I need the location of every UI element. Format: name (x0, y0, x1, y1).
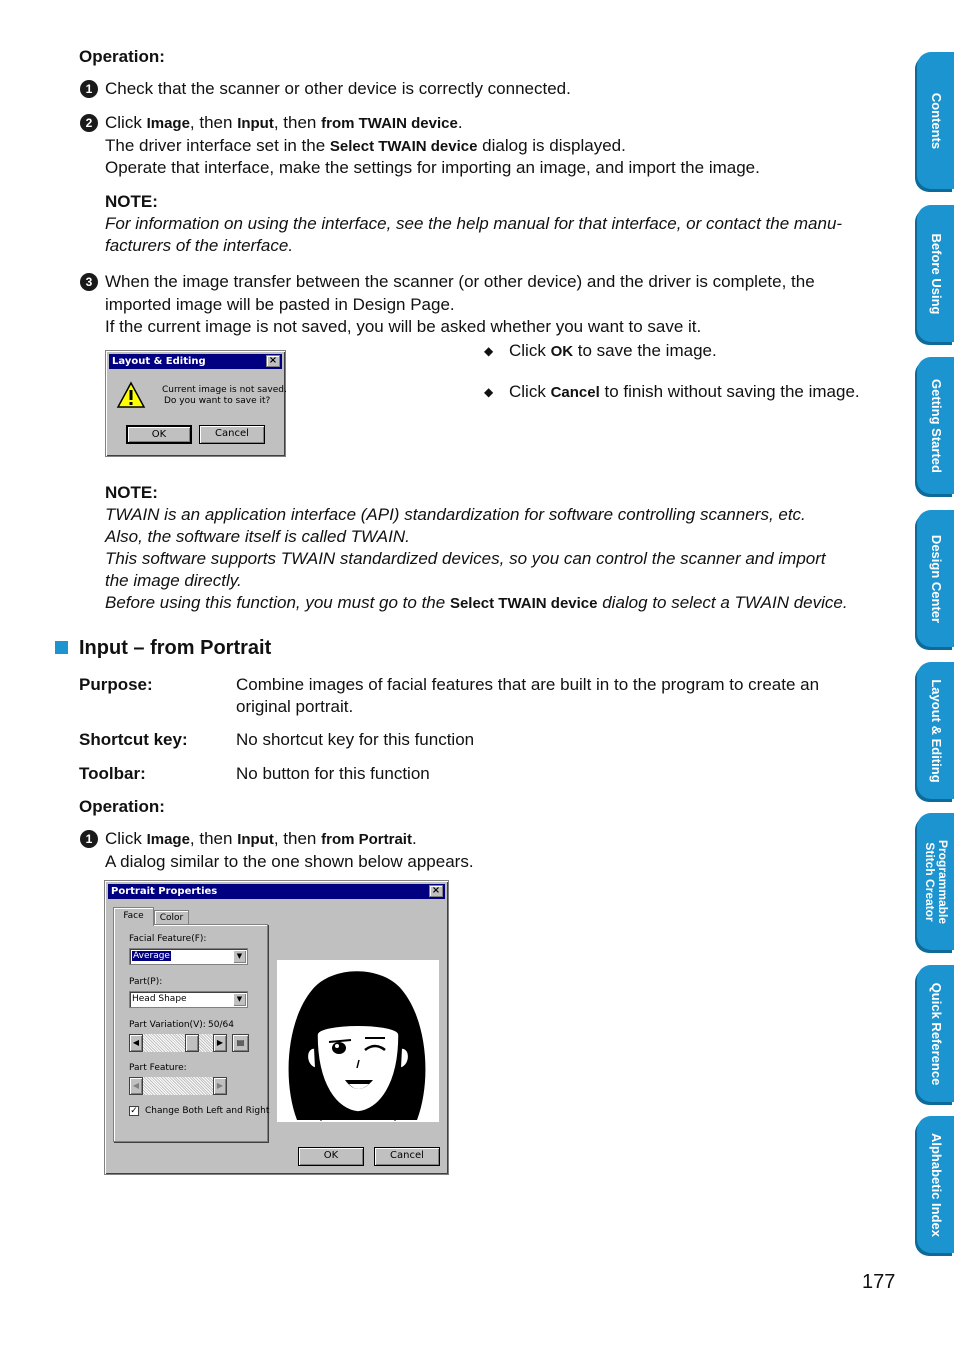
tab-design-center[interactable]: Design Center (917, 510, 954, 647)
save-confirm-dialog (105, 350, 286, 457)
purpose-line-2: original portrait. (236, 697, 354, 716)
tab-face[interactable]: Face (113, 907, 154, 926)
part-feature-track[interactable] (143, 1077, 213, 1095)
bullet-cancel: Click Cancel to finish without saving the image. (509, 382, 860, 401)
step-3-line-1: When the image transfer between the scanner (or other device) and the driver is complete, the (105, 272, 815, 291)
section-heading: Input – from Portrait (79, 637, 272, 659)
step-number-3: 3 (80, 273, 98, 291)
purpose-label: Purpose: (79, 675, 153, 694)
cancel-button[interactable]: Cancel (199, 425, 265, 444)
part-variation-thumb[interactable] (185, 1034, 199, 1052)
step-2-line-1: Click Image, then Input, then from TWAIN device. (105, 113, 463, 132)
facial-feature-label: Facial Feature(F): (129, 934, 207, 944)
part-variation-label: Part Variation(V): (129, 1020, 206, 1030)
tab-color[interactable]: Color (154, 910, 189, 925)
chevron-down-icon[interactable]: ▼ (233, 993, 246, 1006)
scroll-right-icon[interactable]: ▶ (213, 1077, 227, 1095)
close-icon[interactable]: × (429, 885, 443, 897)
menu-image: Image (146, 115, 190, 132)
chevron-down-icon[interactable]: ▼ (233, 950, 246, 963)
bullet-diamond-icon: ◆ (484, 344, 494, 358)
step-2-line-2: The driver interface set in the Select TWAIN device dialog is displayed. (105, 136, 626, 155)
portrait-ok-button[interactable]: OK (298, 1147, 364, 1166)
portrait-title-bar: Portrait Properties × (108, 884, 445, 899)
step-number-1: 1 (80, 80, 98, 98)
page-number: 177 (862, 1271, 896, 1293)
warning-icon (116, 381, 146, 409)
note-1-line-2: facturers of the interface. (105, 236, 294, 255)
note-2-line-3: This software supports TWAIN standardized devices, so you can control the scanner and import (105, 549, 826, 568)
toolbar-label: Toolbar: (79, 764, 146, 783)
step-2-line-3: Operate that interface, make the settings for importing an image, and import the image. (105, 158, 760, 177)
portrait-preview (277, 960, 439, 1122)
portrait-step-1-line-1: Click Image, then Input, then from Portrait. (105, 829, 417, 848)
tab-programmable-stitch-creator[interactable]: Programmable Stitch Creator (917, 813, 954, 950)
scroll-left-icon[interactable]: ◀ (129, 1077, 143, 1095)
tab-before-using[interactable]: Before Using (917, 205, 954, 342)
step-3-line-2: imported image will be pasted in Design Page. (105, 295, 455, 314)
dialog-message-2: Do you want to save it? (164, 396, 271, 406)
note-2-line-4: the image directly. (105, 571, 242, 590)
operation-heading: Operation: (79, 47, 165, 66)
portrait-properties-dialog (104, 880, 449, 1175)
part-label: Part(P): (129, 977, 163, 987)
note-2-line-2: Also, the software itself is called TWAIN. (105, 527, 410, 546)
dialog-title-bar: Layout & Editing × (109, 354, 282, 369)
note-2-line-5: Before using this function, you must go to the Select TWAIN device dialog to select a TWAIN device. (105, 593, 848, 612)
scroll-left-icon[interactable]: ◀ (129, 1034, 143, 1052)
bullet-diamond-icon: ◆ (484, 385, 494, 399)
portrait-cancel-button[interactable]: Cancel (374, 1147, 440, 1166)
part-variation-track[interactable] (143, 1034, 213, 1052)
note-2-line-1: TWAIN is an application interface (API) standardization for software controlling scanners, etc. (105, 505, 806, 524)
portrait-step-1-line-2: A dialog similar to the one shown below appears. (105, 852, 474, 871)
part-select[interactable]: Head Shape ▼ (129, 991, 248, 1008)
step-number-1b: 1 (80, 830, 98, 848)
change-both-checkbox[interactable]: ✓ (130, 1106, 138, 1116)
facial-feature-select[interactable]: Average ▼ (129, 948, 248, 965)
note-1-label: NOTE: (105, 192, 158, 211)
menu-input: Input (237, 115, 274, 132)
tab-quick-reference[interactable]: Quick Reference (917, 965, 954, 1102)
change-both-label: Change Both Left and Right (145, 1106, 270, 1116)
scroll-right-icon[interactable]: ▶ (213, 1034, 227, 1052)
dialog-message-1: Current image is not saved. (162, 385, 287, 395)
shortcut-value: No shortcut key for this function (236, 730, 475, 749)
menu-from-twain: from TWAIN device (321, 115, 458, 132)
operation-heading-2: Operation: (79, 797, 165, 816)
list-icon[interactable]: ▤ (232, 1034, 249, 1052)
note-1-line-1: For information on using the interface, see the help manual for that interface, or contact the manu- (105, 214, 843, 233)
purpose-line-1: Combine images of facial features that are built in to the program to create an (236, 675, 820, 694)
close-icon[interactable]: × (266, 355, 280, 367)
ok-button[interactable]: OK (126, 425, 192, 444)
shortcut-label: Shortcut key: (79, 730, 188, 749)
tab-contents[interactable]: Contents (917, 52, 954, 189)
note-2-label: NOTE: (105, 483, 158, 502)
tab-layout-editing[interactable]: Layout & Editing (917, 662, 954, 799)
part-feature-label: Part Feature: (129, 1063, 187, 1073)
select-twain-label: Select TWAIN device (329, 138, 478, 155)
bullet-ok: Click OK to save the image. (509, 341, 717, 360)
step-1-text: Check that the scanner or other device is correctly connected. (105, 79, 571, 98)
step-number-2: 2 (80, 114, 98, 132)
step-3-line-3: If the current image is not saved, you will be asked whether you want to save it. (105, 317, 702, 336)
part-variation-value: 50/64 (208, 1020, 234, 1030)
tab-alphabetic-index[interactable]: Alphabetic Index (917, 1116, 954, 1253)
section-square-icon (55, 641, 68, 654)
tab-getting-started[interactable]: Getting Started (917, 357, 954, 494)
toolbar-value: No button for this function (236, 764, 430, 783)
